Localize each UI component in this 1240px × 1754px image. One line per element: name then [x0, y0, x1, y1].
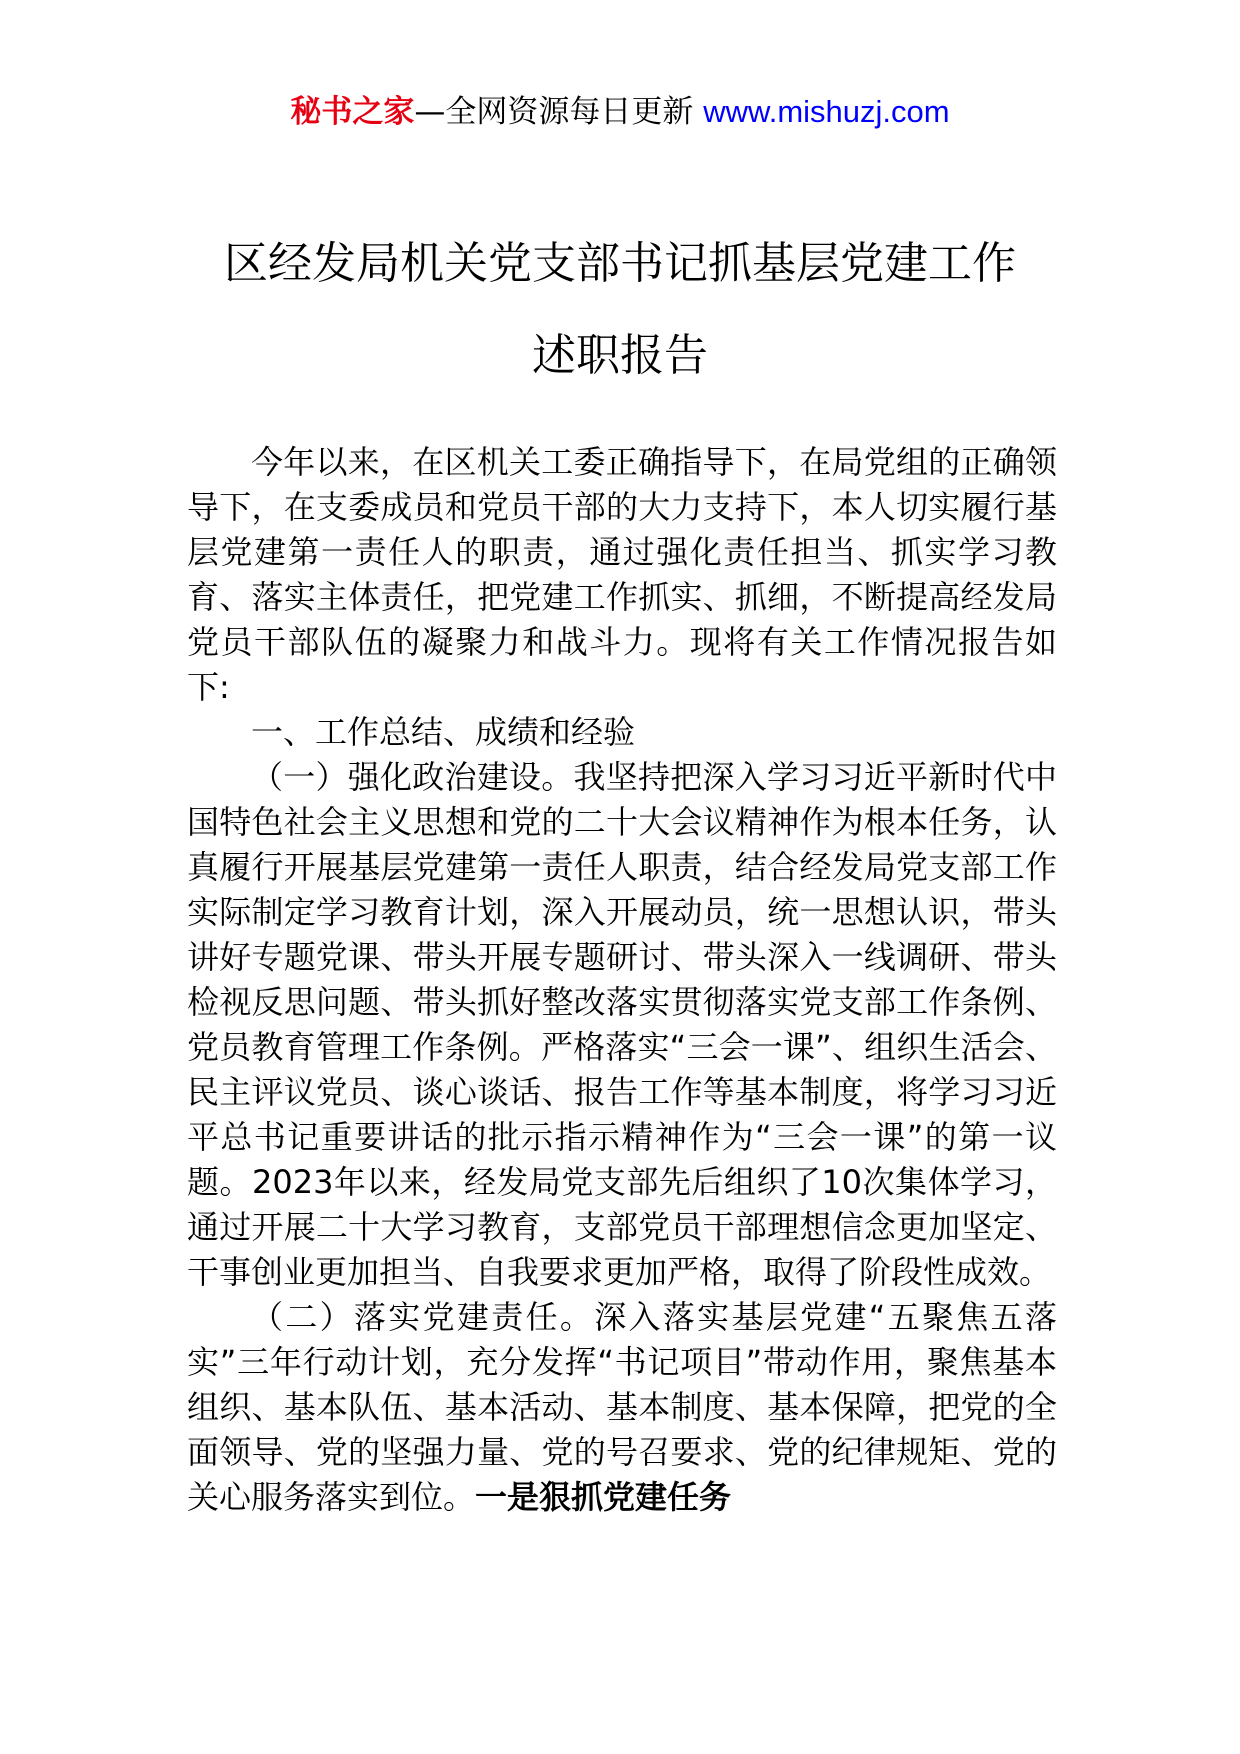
site-slogan: —全网资源每日更新 [414, 94, 704, 130]
section-heading-1: 一、工作总结、成绩和经验 [251, 713, 636, 751]
site-header [0, 92, 1240, 132]
paragraph-party-responsibility [187, 1295, 1057, 1520]
intro-paragraph: 今年以来，在区机关工委正确指导下，在局党组的正确领导下，在支委成员和党员干部的大力支持下，本人切实履行基层党建第一责任人的职责，通过强化责任担当、抓实学习教育、落实主体责任，把党建工作抓实、抓细，不断提高经发局党员干部队伍的凝聚力和战斗力。现将有关工作情况报告如下: [187, 443, 1057, 706]
paragraph-party-responsibility-text: （二）落实党建责任。深入落实基层党建“五聚焦五落实”三年行动计划，充分发挥“书记项目”带动作用，聚焦基本组织、基本队伍、基本活动、基本制度、基本保障，把党的全面领导、党的坚强力量、党的号召要求、党的纪律规矩、党的关心服务落实到位。 [187, 1298, 1057, 1516]
bold-lead-text: 一是狠抓党建任务 [475, 1478, 732, 1516]
document-body [187, 440, 1057, 1520]
document-title-line-1: 区经发局机关党支部书记抓基层党建工作 [224, 238, 1016, 289]
paragraph-political-building: （一）强化政治建设。我坚持把深入学习习近平新时代中国特色社会主义思想和党的二十大会议精神作为根本任务，认真履行开展基层党建第一责任人职责，结合经发局党支部工作实际制定学习教育计划，深入开展动员，统一思想认识，带头讲好专题党课、带头开展专题研讨、带头深入一线调研、带头检视反思问题、带头抓好整改落实贯彻落实党支部工作条例、党员教育管理工作条例。严格落实“三会一课”、组织生活会、民主评议党员、谈心谈话、报告工作等基本制度，将学习习近平总书记重要讲话的批示指示精神作为“三会一课”的第一议题。2023年以来，经发局党支部先后组织了10次集体学习，通过开展二十大学习教育，支部党员干部理想信念更加坚定、干事创业更加担当、自我要求更加严格，取得了阶段性成效。 [187, 758, 1057, 1291]
document-title-line-2: 述职报告 [532, 330, 708, 381]
site-brand: 秘书之家 [290, 94, 415, 130]
site-url[interactable]: www.mishuzj.com [703, 94, 950, 129]
